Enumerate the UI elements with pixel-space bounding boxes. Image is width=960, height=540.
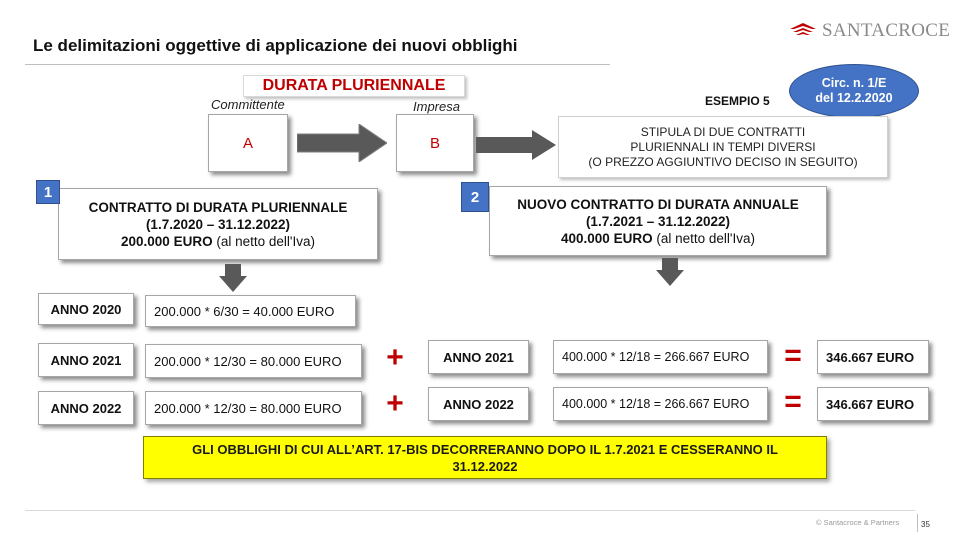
total-2022-cell: 346.667 EURO (817, 387, 929, 421)
contract-2-amount: 400.000 EURO (561, 230, 653, 246)
committente-label: Committente (211, 97, 285, 112)
contract-2-badge: 2 (461, 182, 489, 212)
calc2-2022-cell: 400.000 * 12/18 = 266.667 EURO (553, 387, 768, 421)
year2-2021-cell: ANNO 2021 (428, 340, 529, 374)
contract-2-title: NUOVO CONTRATTO DI DURATA ANNUALE (517, 196, 799, 212)
footer-copyright: © Santacroce & Partners (816, 518, 900, 527)
circular-line1: Circ. n. 1/E (821, 76, 887, 90)
contract-1-box (58, 188, 378, 260)
party-b-label: B (429, 134, 440, 152)
conclusion-line2: 31.12.2022 (452, 458, 518, 474)
calc-2021-cell: 200.000 * 12/30 = 80.000 EURO (145, 344, 362, 378)
logo-text: SANTACROCE (822, 20, 951, 41)
down-arrow-icon (219, 264, 247, 292)
stipula-note (558, 116, 888, 178)
stipula-line1: STIPULA DI DUE CONTRATTI (640, 124, 806, 139)
equals-sign-2022: = (784, 385, 802, 418)
conclusion-text (192, 441, 778, 475)
down-arrow-icon (656, 258, 684, 286)
year-2021-cell: ANNO 2021 (38, 343, 134, 377)
year-2020-cell: ANNO 2020 (38, 293, 134, 325)
contract-1-title: CONTRATTO DI DURATA PLURIENNALE (88, 199, 348, 215)
total-2021-cell: 346.667 EURO (817, 340, 929, 374)
title-divider (25, 64, 610, 65)
footer-separator (917, 514, 918, 532)
calc-2020-cell: 200.000 * 6/30 = 40.000 EURO (145, 295, 356, 327)
contract-1-note: (al netto dell'Iva) (212, 233, 315, 249)
calc-2022-cell: 200.000 * 12/30 = 80.000 EURO (145, 391, 362, 425)
conclusion-line1: GLI OBBLIGHI DI CUI ALL’ART. 17-BIS DECORRERANNO DOPO IL 1.7.2021 E CESSERANNO IL (192, 441, 778, 457)
circular-line2: del 12.2.2020 (815, 91, 893, 105)
contract-1-period: (1.7.2020 – 31.12.2022) (145, 216, 291, 232)
contract-1-amount-line (59, 233, 377, 250)
example-label: ESEMPIO 5 (705, 94, 770, 108)
calc2-2021-cell: 400.000 * 12/18 = 266.667 EURO (553, 340, 768, 374)
stipula-line3: (O PREZZO AGGIUNTIVO DECISO IN SEGUITO) (588, 154, 858, 169)
contract-2-note: (al netto dell'Iva) (652, 230, 755, 246)
party-b-box (396, 114, 474, 172)
slide-title: Le delimitazioni oggettive di applicazione dei nuovi obblighi (33, 36, 518, 55)
equals-sign-2021: = (784, 339, 802, 372)
santacroce-logo-icon (788, 21, 818, 41)
year-2022-cell: ANNO 2022 (38, 391, 134, 425)
party-a-label: A (242, 134, 253, 152)
right-arrow-icon (476, 130, 556, 160)
contract-1-badge: 1 (36, 180, 60, 204)
right-arrow-icon (297, 124, 387, 162)
footer-divider (25, 510, 915, 511)
conclusion-banner (143, 436, 827, 479)
circular-reference-badge (789, 64, 919, 118)
contract-2-period: (1.7.2021 – 31.12.2022) (585, 213, 731, 229)
contract-1-amount: 200.000 EURO (121, 233, 213, 249)
impresa-label: Impresa (413, 99, 460, 114)
page-number: 35 (921, 520, 930, 529)
plus-sign-2021: + (386, 341, 404, 374)
contract-2-box (489, 186, 827, 256)
heading-durata-pluriennale: DURATA PLURIENNALE (243, 75, 465, 97)
contract-2-amount-line (490, 230, 826, 247)
plus-sign-2022: + (386, 387, 404, 420)
stipula-line2: PLURIENNALI IN TEMPI DIVERSI (630, 139, 816, 154)
year2-2022-cell: ANNO 2022 (428, 387, 529, 421)
party-a-box (208, 114, 288, 172)
logo (788, 18, 950, 44)
